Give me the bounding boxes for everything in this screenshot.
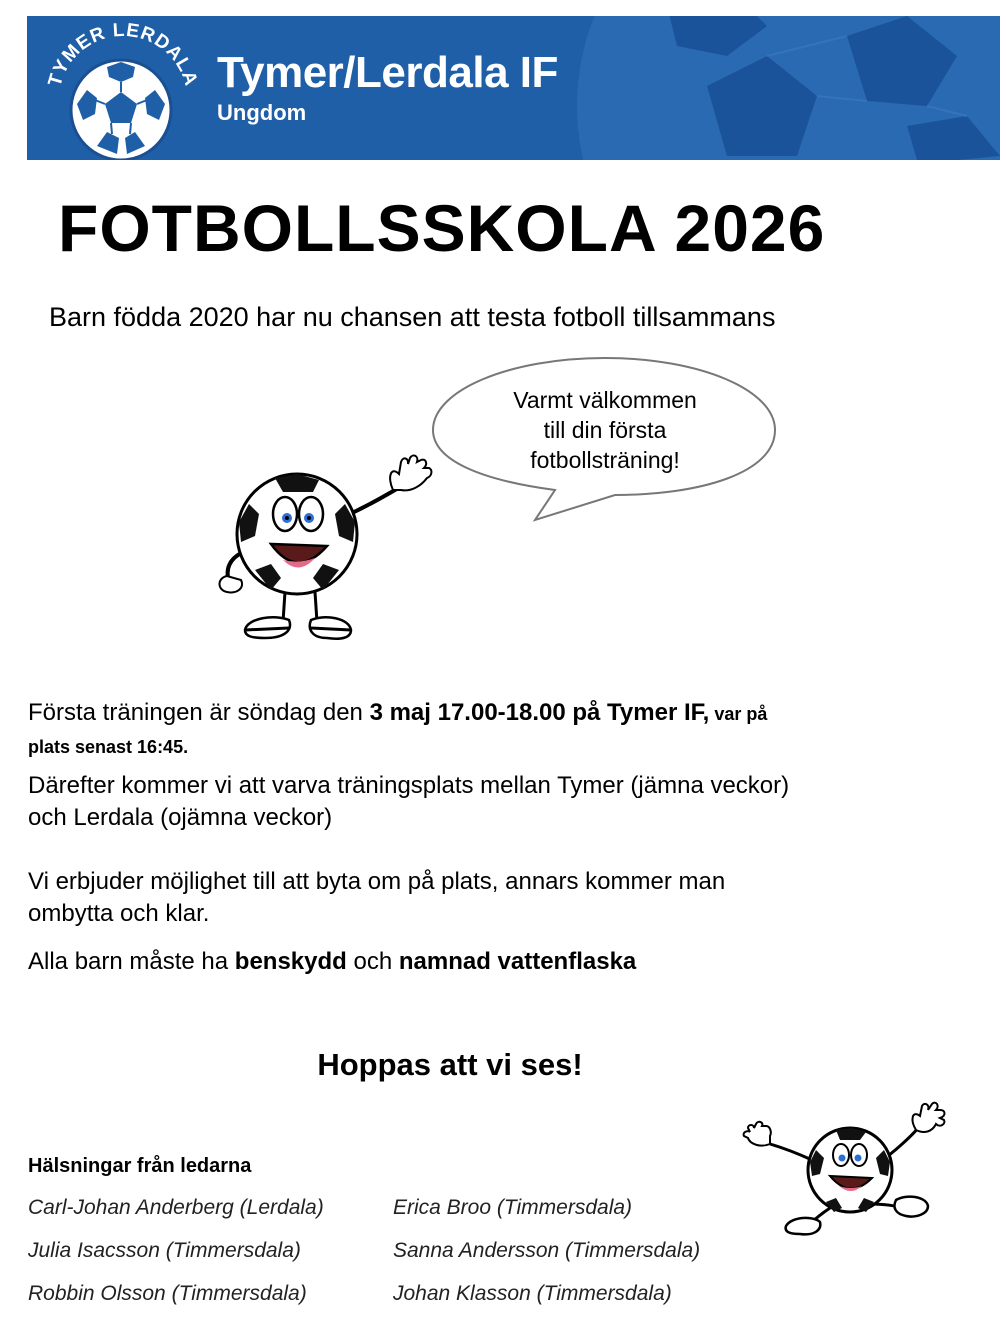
bubble-line-1: Varmt välkommen — [513, 387, 697, 413]
requirements-mid: och — [346, 948, 399, 975]
leader-name: Erica Broo (Timmersdala) — [393, 1196, 633, 1219]
requirement-shin-guards: benskydd — [234, 948, 347, 975]
speech-bubble-text — [470, 385, 740, 475]
page-title: FOTBOLLSSKOLA 2026 — [58, 191, 826, 265]
alternate-paragraph — [28, 770, 888, 834]
requirements-prefix: Alla barn måste ha — [28, 948, 235, 975]
closing-heading: Hoppas att vi ses! — [317, 1047, 583, 1082]
waving-ball-mascot-icon — [215, 452, 440, 647]
speech-bubble — [430, 355, 780, 525]
greeting-label: Hälsningar från ledarna — [28, 1155, 252, 1177]
header-banner — [27, 16, 1000, 160]
alternate-line-1: Därefter kommer vi att varva träningsplats mellan Tymer (jämna veckor) — [28, 772, 790, 799]
leader-name: Sanna Andersson (Timmersdala) — [393, 1239, 701, 1262]
leader-name: Johan Klasson (Timmersdala) — [393, 1282, 672, 1305]
leader-name: Julia Isacsson (Timmersdala) — [28, 1239, 301, 1262]
requirements-paragraph — [28, 946, 888, 978]
change-line-2: ombytta och klar. — [28, 900, 210, 927]
first-training-note-1: var på — [709, 704, 768, 724]
intro-text: Barn födda 2020 har nu chansen att testa fotboll tillsammans — [49, 302, 776, 332]
club-logo-icon — [37, 22, 202, 160]
svg-text:TYMER LERDALA: TYMER LERDALA — [44, 22, 202, 89]
requirement-water-bottle: namnad vattenflaska — [398, 948, 637, 975]
jumping-ball-mascot-icon — [740, 1100, 950, 1245]
change-line-1: Vi erbjuder möjlighet till att byta om på plats, annars kommer man — [28, 868, 726, 895]
first-training-paragraph — [28, 697, 888, 763]
bubble-line-3: fotbollsträning! — [530, 447, 680, 473]
first-training-prefix: Första träningen är söndag den — [28, 699, 370, 726]
leader-name: Robbin Olsson (Timmersdala) — [28, 1282, 307, 1305]
club-subtitle: Ungdom — [217, 100, 307, 125]
leader-name: Carl-Johan Anderberg (Lerdala) — [28, 1196, 324, 1219]
change-paragraph — [28, 866, 888, 930]
alternate-line-2: och Lerdala (ojämna veckor) — [28, 804, 333, 831]
first-training-date: 3 maj 17.00-18.00 på Tymer IF, — [369, 699, 710, 726]
bubble-line-2: till din första — [543, 417, 667, 443]
club-name: Tymer/Lerdala IF — [217, 48, 558, 97]
first-training-note-2: plats senast 16:45. — [28, 737, 189, 757]
